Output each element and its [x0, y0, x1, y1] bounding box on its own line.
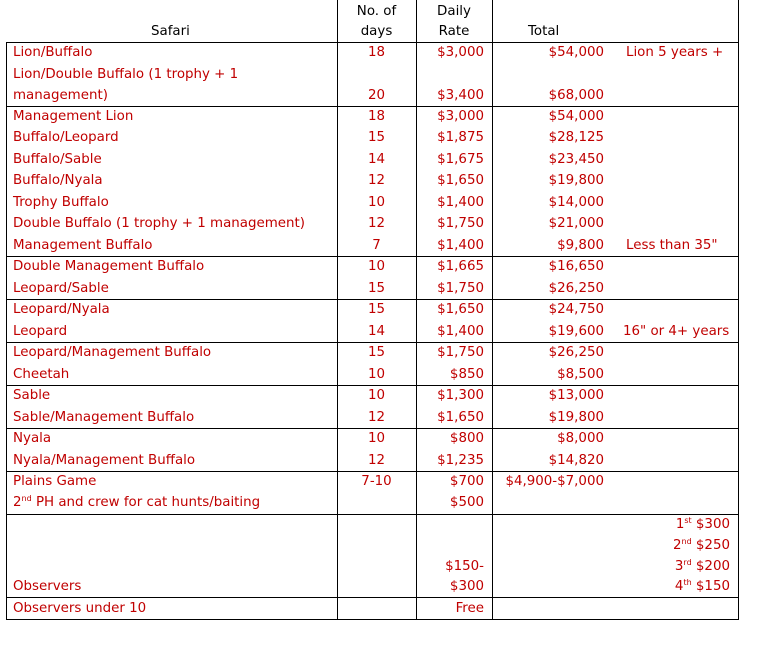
total-value: $9,800 — [557, 238, 604, 253]
safari-price-table — [6, 0, 739, 620]
safari-name: Observers — [13, 579, 82, 594]
rate-value: $1,400 — [437, 238, 484, 253]
days-value: 7 — [372, 238, 381, 253]
grid-line — [6, 471, 739, 472]
safari-name: Leopard/Management Buffalo — [13, 345, 212, 360]
rate-value: $3,000 — [437, 109, 484, 124]
safari-name: Management Buffalo — [13, 238, 153, 253]
rate-value: Free — [455, 601, 484, 616]
total-value: $23,450 — [548, 152, 604, 167]
safari-name: Nyala — [13, 431, 52, 446]
days-value: 20 — [367, 88, 386, 103]
days-value: 12 — [367, 453, 386, 468]
safari-name: 2nd PH and crew for cat hunts/baiting — [13, 494, 261, 510]
grid-line — [6, 256, 739, 257]
days-value: 12 — [367, 216, 386, 231]
grid-line — [6, 514, 739, 515]
total-value: $8,000 — [557, 431, 604, 446]
total-value: $26,250 — [548, 345, 604, 360]
safari-name: Sable/Management Buffalo — [13, 410, 195, 425]
note-value: Less than 35" — [626, 238, 718, 253]
rate-value: $1,650 — [437, 410, 484, 425]
days-value: 18 — [367, 109, 386, 124]
total-value: $19,600 — [548, 324, 604, 339]
safari-name: management) — [13, 88, 108, 103]
header-days: days — [360, 24, 393, 39]
grid-line — [6, 619, 739, 620]
days-value: 18 — [367, 45, 386, 60]
rate-value: $3,000 — [437, 45, 484, 60]
safari-name: Trophy Buffalo — [13, 195, 109, 210]
days-value: 10 — [367, 195, 386, 210]
rate-value: $700 — [449, 474, 484, 489]
grid-line — [6, 106, 739, 107]
rate-value: $1,300 — [437, 388, 484, 403]
days-value: 10 — [367, 367, 386, 382]
total-value: $24,750 — [548, 302, 604, 317]
observer-rate-note: 2nd $250 — [672, 537, 730, 553]
rate-value: $1,750 — [437, 281, 484, 296]
rate-value: $1,665 — [437, 259, 484, 274]
safari-name: Sable — [13, 388, 51, 403]
safari-name: Leopard/Sable — [13, 281, 109, 296]
safari-name: Buffalo/Sable — [13, 152, 102, 167]
total-value: $28,125 — [548, 130, 604, 145]
days-value: 10 — [367, 259, 386, 274]
grid-line — [6, 597, 739, 598]
total-value: $16,650 — [548, 259, 604, 274]
days-value: 7-10 — [361, 474, 392, 489]
rate-value: $1,675 — [437, 152, 484, 167]
days-value: 12 — [367, 410, 386, 425]
rate-value: $150- — [445, 559, 484, 574]
rate-value: $1,400 — [437, 195, 484, 210]
days-value: 10 — [367, 388, 386, 403]
days-value: 15 — [367, 302, 386, 317]
days-value: 15 — [367, 281, 386, 296]
days-value: 14 — [367, 324, 386, 339]
grid-line — [6, 385, 739, 386]
safari-name: Leopard — [13, 324, 68, 339]
days-value: 14 — [367, 152, 386, 167]
rate-value: $500 — [449, 495, 484, 510]
observer-rate-note: 1st $300 — [675, 516, 730, 532]
grid-line — [738, 0, 739, 620]
rate-value: $3,400 — [437, 88, 484, 103]
rate-value: $1,235 — [437, 453, 484, 468]
grid-line — [6, 42, 7, 620]
grid-line — [6, 299, 739, 300]
safari-name: Double Management Buffalo — [13, 259, 205, 274]
days-value: 10 — [367, 431, 386, 446]
note-value: Lion 5 years + — [626, 45, 724, 60]
note-value: 16" or 4+ years — [623, 324, 730, 339]
safari-name: Plains Game — [13, 474, 97, 489]
header-rate: Rate — [438, 24, 470, 39]
rate-value: $300 — [449, 579, 484, 594]
total-value: $14,000 — [548, 195, 604, 210]
rate-value: $1,875 — [437, 130, 484, 145]
safari-name: Leopard/Nyala — [13, 302, 110, 317]
grid-line — [6, 428, 739, 429]
safari-name: Buffalo/Nyala — [13, 173, 103, 188]
safari-name: Management Lion — [13, 109, 134, 124]
observer-rate-note: 4th $150 — [674, 578, 730, 594]
rate-value: $800 — [449, 431, 484, 446]
safari-name: Observers under 10 — [13, 601, 147, 616]
total-value: $26,250 — [548, 281, 604, 296]
total-value: $54,000 — [548, 45, 604, 60]
total-value: $14,820 — [548, 453, 604, 468]
header-safari: Safari — [151, 24, 190, 39]
rate-value: $1,750 — [437, 345, 484, 360]
days-value: 15 — [367, 345, 386, 360]
total-value: $13,000 — [548, 388, 604, 403]
days-value: 12 — [367, 173, 386, 188]
total-value: $4,900-$7,000 — [505, 474, 604, 489]
safari-name: Double Buffalo (1 trophy + 1 management) — [13, 216, 305, 231]
total-value: $8,500 — [557, 367, 604, 382]
grid-line — [6, 342, 739, 343]
observer-rate-note: 3rd $200 — [674, 558, 730, 574]
total-value: $19,800 — [548, 173, 604, 188]
safari-name: Lion/Double Buffalo (1 trophy + 1 — [13, 67, 239, 82]
days-value: 15 — [367, 130, 386, 145]
total-value: $21,000 — [548, 216, 604, 231]
rate-value: $1,650 — [437, 302, 484, 317]
total-value: $68,000 — [548, 88, 604, 103]
header-days: No. of — [356, 4, 397, 19]
total-value: $19,800 — [548, 410, 604, 425]
rate-value: $1,400 — [437, 324, 484, 339]
total-value: $54,000 — [548, 109, 604, 124]
grid-line — [6, 42, 739, 43]
header-total: Total — [528, 24, 560, 39]
safari-name: Buffalo/Leopard — [13, 130, 119, 145]
rate-value: $1,650 — [437, 173, 484, 188]
header-rate: Daily — [437, 4, 471, 19]
safari-name: Cheetah — [13, 367, 70, 382]
safari-name: Lion/Buffalo — [13, 45, 93, 60]
safari-name: Nyala/Management Buffalo — [13, 453, 196, 468]
rate-value: $1,750 — [437, 216, 484, 231]
rate-value: $850 — [449, 367, 484, 382]
